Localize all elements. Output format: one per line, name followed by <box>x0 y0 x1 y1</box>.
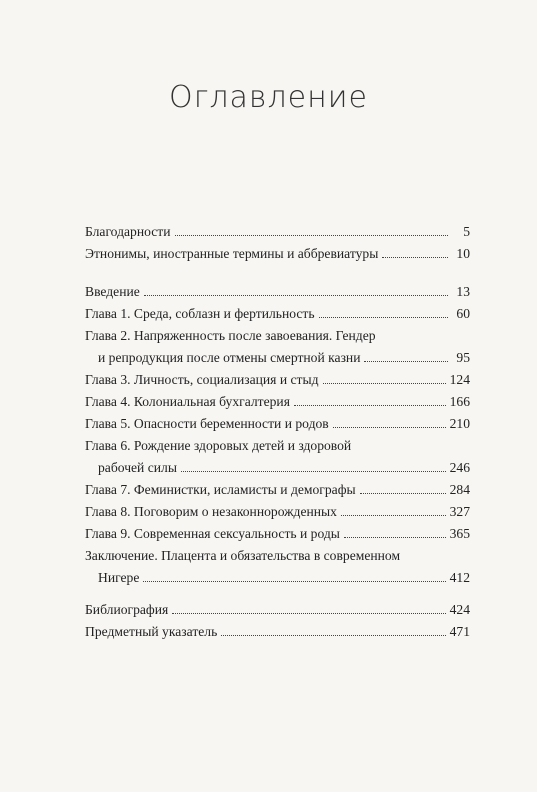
dot-leader <box>360 485 446 494</box>
dot-leader <box>294 397 446 406</box>
toc-entry-page: 13 <box>456 284 470 299</box>
toc-entry-title-continued: Нигере <box>98 570 140 585</box>
toc-entry-page: 60 <box>456 306 470 321</box>
dot-leader <box>181 463 446 472</box>
toc-entry-page: 412 <box>449 570 470 585</box>
toc-entry-title: Введение <box>85 284 140 299</box>
dot-leader <box>144 287 448 296</box>
toc-entry-page: 365 <box>449 526 470 541</box>
dot-leader <box>344 529 446 538</box>
dot-leader <box>364 353 448 362</box>
toc-entry-title: Глава 2. Напряженность после завоевания. Гендер <box>85 328 376 343</box>
toc-entry-page: 284 <box>449 482 470 497</box>
toc-entry-page: 166 <box>449 394 470 409</box>
toc-entry-page: 5 <box>463 224 470 239</box>
toc-entry <box>85 621 470 643</box>
dot-leader <box>319 309 448 318</box>
toc-entry <box>85 545 470 589</box>
toc-entry-page: 95 <box>456 350 470 365</box>
toc-entry <box>85 599 470 621</box>
toc-entry-title: Библиография <box>85 602 169 617</box>
toc-entry <box>85 303 470 325</box>
toc-entry-title: Глава 6. Рождение здоровых детей и здоровой <box>85 438 352 453</box>
page-title: Оглавление <box>169 80 368 115</box>
dot-leader <box>175 227 449 236</box>
toc-entry-page: 471 <box>449 624 470 639</box>
toc-entry <box>85 501 470 523</box>
toc-entry <box>85 243 470 265</box>
toc-entry-title: Глава 5. Опасности беременности и родов <box>85 416 329 431</box>
toc-entry <box>85 435 470 479</box>
toc-entry <box>85 369 470 391</box>
toc-entry <box>85 523 470 545</box>
toc-entry-page: 424 <box>449 602 470 617</box>
toc-entry-title: Глава 3. Личность, социализация и стыд <box>85 372 319 387</box>
dot-leader <box>172 605 445 614</box>
toc-entry-title: Глава 4. Колониальная бухгалтерия <box>85 394 290 409</box>
dot-leader <box>333 419 446 428</box>
toc-entry <box>85 221 470 243</box>
toc-entry-page: 246 <box>449 460 470 475</box>
dot-leader <box>341 507 446 516</box>
toc-entry <box>85 325 470 369</box>
toc-entry <box>85 479 470 501</box>
toc-entry-page: 210 <box>449 416 470 431</box>
toc-entry <box>85 281 470 303</box>
toc-entry <box>85 413 470 435</box>
toc-entry-title-continued: и репродукция после отмены смертной казни <box>98 350 361 365</box>
dot-leader <box>143 573 445 582</box>
toc-entry-page: 124 <box>449 372 470 387</box>
toc-entry-title: Глава 1. Среда, соблазн и фертильность <box>85 306 315 321</box>
toc-entry-title: Глава 7. Феминистки, исламисты и демографы <box>85 482 356 497</box>
dot-leader <box>382 249 448 258</box>
toc-entry-title: Этнонимы, иностранные термины и аббревиатуры <box>85 246 379 261</box>
toc-entry-page: 10 <box>456 246 470 261</box>
toc-entry-page: 327 <box>449 504 470 519</box>
toc-entry-title: Благодарности <box>85 224 171 239</box>
dot-leader <box>221 627 445 636</box>
toc-entry-title: Предметный указатель <box>85 624 218 639</box>
toc-entry-title: Глава 9. Современная сексуальность и роды <box>85 526 340 541</box>
dot-leader <box>323 375 446 384</box>
toc-entry-title: Глава 8. Поговорим о незаконнорожденных <box>85 504 337 519</box>
toc-entry-title-continued: рабочей силы <box>98 460 177 475</box>
toc-entry <box>85 391 470 413</box>
toc-entry-title: Заключение. Плацента и обязательства в современном <box>85 548 401 563</box>
